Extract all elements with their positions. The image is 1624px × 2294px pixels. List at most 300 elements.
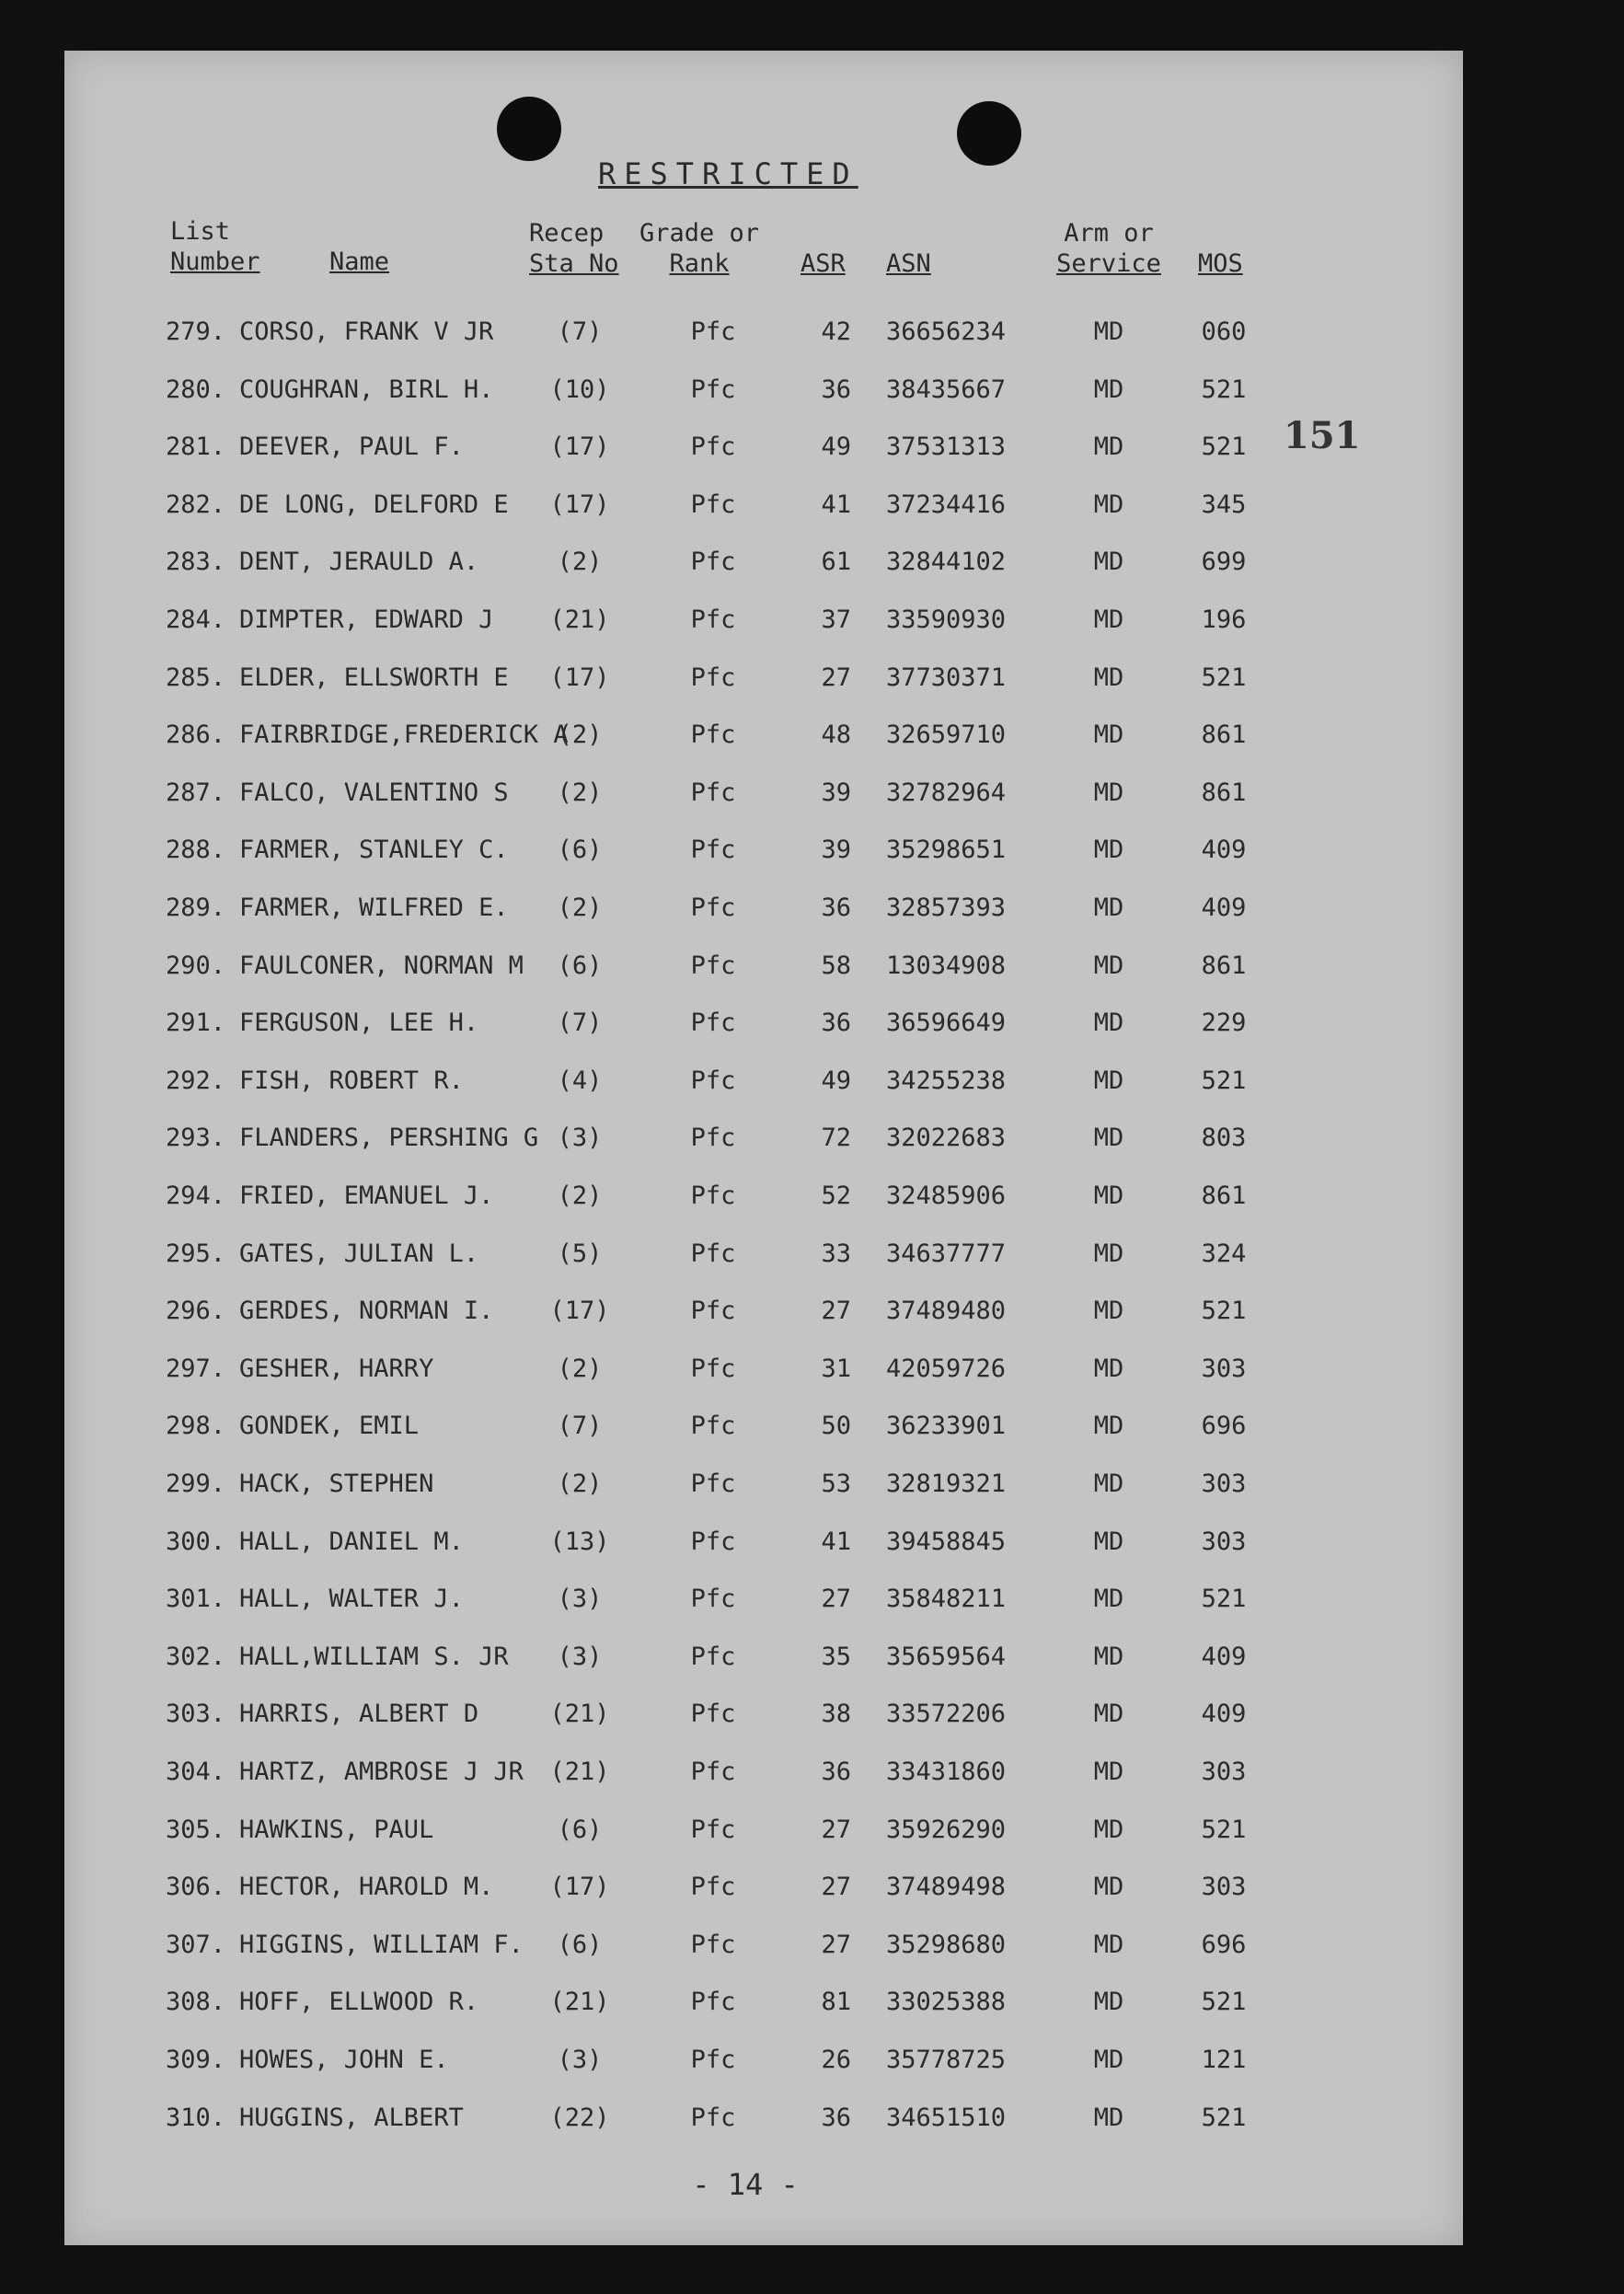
grade-rank: Pfc (690, 1297, 736, 1326)
list-number: 290. (166, 951, 226, 980)
army-serial-number: 37489480 (886, 1297, 1007, 1326)
grade-rank: Pfc (690, 2103, 736, 2132)
recep-station: (7) (557, 317, 603, 346)
member-name: FRIED, EMANUEL J. (239, 1182, 494, 1210)
table-row (64, 548, 1463, 584)
army-serial-number: 37489498 (886, 1873, 1007, 1902)
grade-rank: Pfc (690, 1009, 736, 1038)
recep-station: (2) (557, 778, 603, 807)
mos-code: 803 (1201, 1124, 1247, 1153)
asr-score: 42 (821, 317, 851, 346)
member-name: HARRIS, ALBERT D (239, 1700, 479, 1729)
arm-service: MD (1093, 1527, 1124, 1556)
grade-rank: Pfc (690, 1585, 736, 1614)
list-number: 309. (166, 2046, 226, 2074)
grade-rank: Pfc (690, 2046, 736, 2074)
army-serial-number: 39458845 (886, 1527, 1007, 1556)
grade-rank: Pfc (690, 836, 736, 865)
recep-station: (17) (549, 490, 610, 519)
table-row (64, 375, 1463, 412)
asr-score: 36 (821, 375, 851, 404)
recep-station: (3) (557, 1124, 603, 1153)
arm-service: MD (1093, 778, 1124, 807)
asr-score: 36 (821, 1758, 851, 1786)
mos-code: 303 (1201, 1873, 1247, 1902)
asr-score: 41 (821, 490, 851, 519)
army-serial-number: 32819321 (886, 1470, 1007, 1498)
army-serial-number: 33025388 (886, 1988, 1007, 2017)
member-name: GONDEK, EMIL (239, 1412, 420, 1441)
table-row (64, 1527, 1463, 1564)
arm-service: MD (1093, 1470, 1124, 1498)
recep-station: (13) (549, 1527, 610, 1556)
grade-rank: Pfc (690, 1354, 736, 1383)
mos-code: 521 (1201, 1297, 1247, 1326)
army-serial-number: 38435667 (886, 375, 1007, 404)
punch-hole (497, 97, 561, 161)
asr-score: 38 (821, 1700, 851, 1729)
recep-station: (17) (549, 1297, 610, 1326)
header-list-number: List Number (170, 217, 260, 276)
table-row (64, 778, 1463, 815)
punch-hole (957, 101, 1021, 166)
list-number: 297. (166, 1354, 226, 1383)
recep-station: (3) (557, 2046, 603, 2074)
list-number: 305. (166, 1815, 226, 1844)
table-row (64, 1412, 1463, 1448)
mos-code: 861 (1201, 778, 1247, 807)
member-name: GERDES, NORMAN I. (239, 1297, 494, 1326)
recep-station: (3) (557, 1642, 603, 1671)
member-name: FALCO, VALENTINO S (239, 778, 509, 807)
mos-code: 521 (1201, 2103, 1247, 2132)
table-row (64, 1700, 1463, 1736)
arm-service: MD (1093, 375, 1124, 404)
arm-service: MD (1093, 1758, 1124, 1786)
table-row (64, 1931, 1463, 1967)
recep-station: (2) (557, 893, 603, 922)
asr-score: 58 (821, 951, 851, 980)
list-number: 288. (166, 836, 226, 865)
grade-rank: Pfc (690, 548, 736, 577)
member-name: FLANDERS, PERSHING G (239, 1124, 539, 1153)
asr-score: 72 (821, 1124, 851, 1153)
mos-code: 861 (1201, 1182, 1247, 1210)
member-name: GATES, JULIAN L. (239, 1239, 479, 1268)
table-row (64, 1066, 1463, 1103)
grade-rank: Pfc (690, 317, 736, 346)
member-name: HALL,WILLIAM S. JR (239, 1642, 509, 1671)
army-serial-number: 34651510 (886, 2103, 1007, 2132)
recep-station: (7) (557, 1009, 603, 1038)
mos-code: 409 (1201, 893, 1247, 922)
grade-rank: Pfc (690, 1815, 736, 1844)
mos-code: 409 (1201, 1700, 1247, 1729)
mos-code: 409 (1201, 836, 1247, 865)
grade-rank: Pfc (690, 778, 736, 807)
table-row (64, 2104, 1463, 2140)
grade-rank: Pfc (690, 893, 736, 922)
grade-rank: Pfc (690, 1066, 736, 1095)
recep-station: (2) (557, 1470, 603, 1498)
asr-score: 61 (821, 548, 851, 577)
page-number: - 14 - (692, 2167, 799, 2202)
mos-code: 196 (1201, 605, 1247, 634)
arm-service: MD (1093, 1297, 1124, 1326)
list-number: 300. (166, 1527, 226, 1556)
list-number: 281. (166, 432, 226, 462)
table-row (64, 2046, 1463, 2082)
arm-service: MD (1093, 893, 1124, 922)
arm-service: MD (1093, 1873, 1124, 1902)
margin-number: 151 (1284, 414, 1361, 457)
mos-code: 303 (1201, 1354, 1247, 1383)
arm-service: MD (1093, 1066, 1124, 1095)
arm-service: MD (1093, 548, 1124, 577)
table-row (64, 1297, 1463, 1333)
asr-score: 49 (821, 1066, 851, 1095)
asr-score: 27 (821, 1873, 851, 1902)
list-number: 302. (166, 1642, 226, 1671)
recep-station: (6) (557, 1930, 603, 1959)
asr-score: 39 (821, 778, 851, 807)
army-serial-number: 34637777 (886, 1239, 1007, 1268)
list-number: 296. (166, 1297, 226, 1326)
army-serial-number: 32659710 (886, 720, 1007, 750)
arm-service: MD (1093, 2103, 1124, 2132)
list-number: 284. (166, 605, 226, 634)
header-asn: ASN (886, 249, 931, 278)
member-name: DE LONG, DELFORD E (239, 490, 509, 519)
table-row (64, 605, 1463, 642)
recep-station: (5) (557, 1239, 603, 1268)
arm-service: MD (1093, 1124, 1124, 1153)
army-serial-number: 35848211 (886, 1585, 1007, 1614)
member-name: FISH, ROBERT R. (239, 1066, 464, 1095)
army-serial-number: 32485906 (886, 1182, 1007, 1210)
grade-rank: Pfc (690, 1930, 736, 1959)
army-serial-number: 32844102 (886, 548, 1007, 577)
list-number: 299. (166, 1470, 226, 1498)
recep-station: (2) (557, 548, 603, 577)
mos-code: 521 (1201, 1815, 1247, 1844)
asr-score: 27 (821, 1585, 851, 1614)
grade-rank: Pfc (690, 490, 736, 519)
recep-station: (21) (549, 1988, 610, 2017)
arm-service: MD (1093, 1988, 1124, 2017)
list-number: 301. (166, 1585, 226, 1614)
member-name: FARMER, WILFRED E. (239, 893, 509, 922)
list-number: 285. (166, 663, 226, 692)
list-number: 303. (166, 1700, 226, 1729)
table-row (64, 836, 1463, 872)
member-name: HAWKINS, PAUL (239, 1815, 434, 1844)
list-number: 295. (166, 1239, 226, 1268)
member-name: HARTZ, AMBROSE J JR (239, 1758, 524, 1786)
arm-service: MD (1093, 1354, 1124, 1383)
table-row (64, 1354, 1463, 1391)
table-row (64, 1124, 1463, 1160)
arm-service: MD (1093, 1009, 1124, 1038)
table-row (64, 1470, 1463, 1506)
list-number: 306. (166, 1873, 226, 1902)
list-number: 282. (166, 490, 226, 519)
recep-station: (10) (549, 375, 610, 404)
grade-rank: Pfc (690, 1758, 736, 1786)
asr-score: 52 (821, 1182, 851, 1210)
recep-station: (2) (557, 1354, 603, 1383)
list-number: 291. (166, 1009, 226, 1038)
mos-code: 324 (1201, 1239, 1247, 1268)
army-serial-number: 33572206 (886, 1700, 1007, 1729)
header-arm-or-service: Arm or Service (1056, 219, 1161, 278)
table-row (64, 1873, 1463, 1909)
grade-rank: Pfc (690, 1470, 736, 1498)
table-row (64, 1585, 1463, 1621)
table-row (64, 893, 1463, 930)
army-serial-number: 35659564 (886, 1642, 1007, 1671)
arm-service: MD (1093, 663, 1124, 692)
grade-rank: Pfc (690, 720, 736, 750)
mos-code: 409 (1201, 1642, 1247, 1671)
table-row (64, 1758, 1463, 1794)
table-row (64, 317, 1463, 354)
member-name: ELDER, ELLSWORTH E (239, 663, 509, 692)
list-number: 280. (166, 375, 226, 404)
army-serial-number: 35778725 (886, 2046, 1007, 2074)
asr-score: 35 (821, 1642, 851, 1671)
member-name: HALL, WALTER J. (239, 1585, 464, 1614)
list-number: 283. (166, 548, 226, 577)
grade-rank: Pfc (690, 1527, 736, 1556)
table-row (64, 1816, 1463, 1852)
member-name: HALL, DANIEL M. (239, 1527, 464, 1556)
grade-rank: Pfc (690, 1412, 736, 1441)
recep-station: (21) (549, 605, 610, 634)
arm-service: MD (1093, 1815, 1124, 1844)
mos-code: 121 (1201, 2046, 1247, 2074)
recep-station: (6) (557, 836, 603, 865)
table-row (64, 720, 1463, 757)
arm-service: MD (1093, 432, 1124, 462)
army-serial-number: 33590930 (886, 605, 1007, 634)
mos-code: 521 (1201, 663, 1247, 692)
list-number: 308. (166, 1988, 226, 2017)
member-name: DIMPTER, EDWARD J (239, 605, 494, 634)
army-serial-number: 35926290 (886, 1815, 1007, 1844)
asr-score: 27 (821, 1815, 851, 1844)
list-number: 287. (166, 778, 226, 807)
arm-service: MD (1093, 951, 1124, 980)
grade-rank: Pfc (690, 951, 736, 980)
asr-score: 48 (821, 720, 851, 750)
header-asr: ASR (800, 249, 846, 278)
header-grade-or-rank: Grade or Rank (639, 219, 760, 278)
table-row (64, 1009, 1463, 1045)
member-name: HECTOR, HAROLD M. (239, 1873, 494, 1902)
army-serial-number: 42059726 (886, 1354, 1007, 1383)
arm-service: MD (1093, 1930, 1124, 1959)
grade-rank: Pfc (690, 1182, 736, 1210)
list-number: 292. (166, 1066, 226, 1095)
member-name: FAULCONER, NORMAN M (239, 951, 524, 980)
mos-code: 229 (1201, 1009, 1247, 1038)
table-row (64, 951, 1463, 988)
recep-station: (3) (557, 1585, 603, 1614)
list-number: 286. (166, 720, 226, 750)
table-row (64, 490, 1463, 527)
asr-score: 27 (821, 1930, 851, 1959)
grade-rank: Pfc (690, 375, 736, 404)
recep-station: (4) (557, 1066, 603, 1095)
arm-service: MD (1093, 1700, 1124, 1729)
arm-service: MD (1093, 605, 1124, 634)
grade-rank: Pfc (690, 1988, 736, 2017)
member-name: DENT, JERAULD A. (239, 548, 479, 577)
grade-rank: Pfc (690, 1873, 736, 1902)
arm-service: MD (1093, 836, 1124, 865)
army-serial-number: 33431860 (886, 1758, 1007, 1786)
army-serial-number: 37531313 (886, 432, 1007, 462)
mos-code: 521 (1201, 432, 1247, 462)
mos-code: 303 (1201, 1470, 1247, 1498)
grade-rank: Pfc (690, 1700, 736, 1729)
recep-station: (7) (557, 1412, 603, 1441)
arm-service: MD (1093, 1585, 1124, 1614)
asr-score: 26 (821, 2046, 851, 2074)
mos-code: 060 (1201, 317, 1247, 346)
arm-service: MD (1093, 720, 1124, 750)
mos-code: 521 (1201, 375, 1247, 404)
recep-station: (21) (549, 1700, 610, 1729)
recep-station: (6) (557, 1815, 603, 1844)
list-number: 298. (166, 1412, 226, 1441)
army-serial-number: 32022683 (886, 1124, 1007, 1153)
member-name: FERGUSON, LEE H. (239, 1009, 479, 1038)
asr-score: 81 (821, 1988, 851, 2017)
member-name: FAIRBRIDGE,FREDERICK A (239, 720, 569, 750)
arm-service: MD (1093, 1239, 1124, 1268)
army-serial-number: 35298651 (886, 836, 1007, 865)
army-serial-number: 34255238 (886, 1066, 1007, 1095)
mos-code: 861 (1201, 720, 1247, 750)
asr-score: 49 (821, 432, 851, 462)
arm-service: MD (1093, 317, 1124, 346)
asr-score: 27 (821, 1297, 851, 1326)
army-serial-number: 36596649 (886, 1009, 1007, 1038)
asr-score: 36 (821, 1009, 851, 1038)
mos-code: 345 (1201, 490, 1247, 519)
arm-service: MD (1093, 1642, 1124, 1671)
asr-score: 39 (821, 836, 851, 865)
recep-station: (6) (557, 951, 603, 980)
army-serial-number: 37730371 (886, 663, 1007, 692)
grade-rank: Pfc (690, 1124, 736, 1153)
document-page (64, 51, 1463, 2245)
arm-service: MD (1093, 2046, 1124, 2074)
header-name: Name (329, 248, 390, 276)
list-number: 294. (166, 1182, 226, 1210)
arm-service: MD (1093, 1412, 1124, 1441)
army-serial-number: 36233901 (886, 1412, 1007, 1441)
mos-code: 521 (1201, 1988, 1247, 2017)
mos-code: 699 (1201, 548, 1247, 577)
grade-rank: Pfc (690, 663, 736, 692)
member-name: HUGGINS, ALBERT (239, 2103, 464, 2132)
table-row (64, 1239, 1463, 1276)
army-serial-number: 32782964 (886, 778, 1007, 807)
member-name: HIGGINS, WILLIAM F. (239, 1930, 524, 1959)
arm-service: MD (1093, 1182, 1124, 1210)
member-name: DEEVER, PAUL F. (239, 432, 464, 462)
member-name: GESHER, HARRY (239, 1354, 434, 1383)
header-mos: MOS (1198, 249, 1243, 278)
army-serial-number: 36656234 (886, 317, 1007, 346)
mos-code: 303 (1201, 1527, 1247, 1556)
mos-code: 696 (1201, 1412, 1247, 1441)
recep-station: (22) (549, 2103, 610, 2132)
table-row (64, 432, 1463, 469)
mos-code: 861 (1201, 951, 1247, 980)
list-number: 289. (166, 893, 226, 922)
asr-score: 36 (821, 893, 851, 922)
recep-station: (17) (549, 432, 610, 462)
mos-code: 696 (1201, 1930, 1247, 1959)
table-row (64, 1182, 1463, 1218)
recep-station: (2) (557, 720, 603, 750)
mos-code: 521 (1201, 1585, 1247, 1614)
mos-code: 521 (1201, 1066, 1247, 1095)
member-name: FARMER, STANLEY C. (239, 836, 509, 865)
header-recep-sta-no: Recep Sta No (529, 219, 619, 278)
table-row (64, 1643, 1463, 1679)
asr-score: 37 (821, 605, 851, 634)
classification-title: RESTRICTED (598, 156, 858, 191)
recep-station: (17) (549, 663, 610, 692)
list-number: 307. (166, 1930, 226, 1959)
grade-rank: Pfc (690, 432, 736, 462)
table-row (64, 663, 1463, 700)
list-number: 279. (166, 317, 226, 346)
army-serial-number: 13034908 (886, 951, 1007, 980)
table-row (64, 1988, 1463, 2024)
member-name: HOFF, ELLWOOD R. (239, 1988, 479, 2017)
recep-station: (21) (549, 1758, 610, 1786)
asr-score: 53 (821, 1470, 851, 1498)
asr-score: 41 (821, 1527, 851, 1556)
list-number: 310. (166, 2103, 226, 2132)
member-name: HACK, STEPHEN (239, 1470, 434, 1498)
list-number: 304. (166, 1758, 226, 1786)
list-number: 293. (166, 1124, 226, 1153)
grade-rank: Pfc (690, 1239, 736, 1268)
recep-station: (2) (557, 1182, 603, 1210)
grade-rank: Pfc (690, 605, 736, 634)
arm-service: MD (1093, 490, 1124, 519)
asr-score: 33 (821, 1239, 851, 1268)
mos-code: 303 (1201, 1758, 1247, 1786)
member-name: CORSO, FRANK V JR (239, 317, 494, 346)
asr-score: 50 (821, 1412, 851, 1441)
asr-score: 36 (821, 2103, 851, 2132)
member-name: HOWES, JOHN E. (239, 2046, 449, 2074)
recep-station: (17) (549, 1873, 610, 1902)
asr-score: 27 (821, 663, 851, 692)
asr-score: 31 (821, 1354, 851, 1383)
army-serial-number: 32857393 (886, 893, 1007, 922)
grade-rank: Pfc (690, 1642, 736, 1671)
army-serial-number: 37234416 (886, 490, 1007, 519)
